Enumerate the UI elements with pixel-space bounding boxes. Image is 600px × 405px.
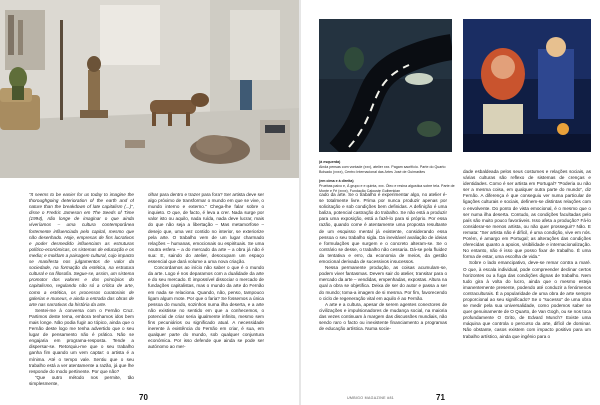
paragraph: “It seems to be easier for us today to imagine the thoroughgoing deterioration of the earth and of nature than the breakdown of late capitalism (...)”, disse o Fredric Jameson em The Seeds of Time (1994), não longe de imaginar o que ainda viveríamos – uma cultura contemporânea fortemente influenciada pelo capital, mesmo que não desenhado. Hoje, empresas de fins lucrativos e poder desmedido influenciam as estruturas político-económicas, os sistemas de educação e os media; e moldam a paisagem cultural, cujo impacto se manifesta nos julgamentos de valor da sociedade, na formação da estética, na estrutura cultural e na filosofia. Segue-se, assim, um sistema promotor dos valores e dos princípios do capitalismo, regulando não só a crítica de arte, como a estética, os processos curatoriais de galerias e museus, e ainda a entrada das obras de arte nas narrativas da história da arte. bbox=[29, 192, 134, 307]
paragraph: Sentei-me à conversa com o Fernão Cruz. Partimos deste tema, embora tenhamos idos bem mais longe. Não podia fugir ao tópico, ainda que o Fernão deste logo me tenha advertido que o seu lugar de pensamento não é prático. Não se engajaria em programa-resposta. Tende a dispersar-se. Retorquiu-me que o seu trabalho ganha fim quando um vem captar: o artista é a mínima. Até o tempo vale. Sentiu que o seu trabalho está a ver atentamente a razão, já que lhe responde do modo pertinente. Por que não? bbox=[29, 307, 134, 374]
body-column-1 bbox=[29, 192, 134, 392]
paragraph: dade esbaldeada pelos seus costumes e relações sociais, as várias culturas são reflexo de sistemas de crenças e identidades. Como é ser artista em Portugal? “Poderia ou não ser a mesma coisa, em qualquer outra parte do mundo”, diz Fernão. A diferença é que conseguiu ver numa particular de ligações culturais e sociais, definem-se distintas relações com o envolvente. Do ponto de vista emocional, é o mesmo que o ser numa ilha deserta. Contudo, as condições facultadas pelo país são muito pouco favoráveis. Isso afeta a produção? Fá-lo considerar-se menos artista, ou não quer prosseguir? Não. E remata: “Ser artista não é difícil, é uma condição, vive em nós. Porém, é amargo em Portugal; as alterações das condições oferecidas quanto a apoios, visibilidade e internacionalização. No entanto, não é isso que posso fixar de trabalho. É uma forma de estar, uma escolha de vida.” bbox=[463, 169, 591, 260]
paragraph: A arte e a cultura, apesar de serem agentes conectores de civilizações e impulsionadores de mudança social, na maioria das vezes continuam à margem das discussões mundiais, não sendo raro o facto ou inexistente financiamento a programas de educação artística. Numa socie- bbox=[319, 301, 447, 332]
night-road-painting bbox=[319, 19, 452, 152]
paragraph: olhar para dentro e trazer para fora? Ser artista deve ser algo próximo de transformar o mundo em que se vive, o mundo interno e externo.” Chega-lhe falar sobre o inquieto. O que, de facto, é leva a crer. Nada surge por valor isto ou aquilo, nada ruída, nada deve lucrar, mais do que não seja a libertação – Mas metamorfose – desejo que, uma vez contido no interior, se exteriorize pela arte. O trabalho vem de um lugar charmado relações – humanas, emocionais ou espirituais. Se uma noutra esfera – a do mercado da arte – a obra já não é sua: E, saindo do atelier, desocupam um espaço essencial que dará volume a uma nova criação. bbox=[148, 192, 264, 265]
caption-line: (em cima e à direita) bbox=[319, 178, 354, 183]
paragraph: cado da arte. Se o trabalho é experimentar algo, no atelier é-se totalmente livre. Prima por nunca produzir apenas por solicitação e sob condições bem definidas. A definição é uma baliza, potencial castração do trabalho. Se não está a produzir para uma exposição, está a fazê-lo para si próprio. Por essa razão, quando come é atentamente uma proposta resultante de um esquisso mental já existente, considerando essa pessoa o seu trabalho sigla. Da inevitável avaliação de ideias e formulações que surgem e o concreto alteram-se. Se o contrário se desse, o trabalho não cessaria. Dá-se pela fluidez da tentativa e erro, da economia de meios, da gestão emocional derivada de sucessivos insucessos. bbox=[319, 192, 447, 265]
studio-installation-photo bbox=[0, 0, 300, 178]
caption-line: Pruebas paixo e, À grupo e e quinta, xxx. Óleo e resina algustica sobre tela. Parte de Monte e Fé (xxxx), Fundação Calouste Gulbenkian bbox=[319, 183, 455, 194]
blue-figure-painting bbox=[463, 19, 591, 152]
caption-line: Ainda pensas com vontade (xxx), atelier xxx. Pagam sacrifício. Parte do Quarto Bolsado (xxxx), Centro Internacional das Artes José de Guimarães bbox=[319, 165, 446, 175]
caption-line: (à esquerda) bbox=[319, 160, 341, 164]
magazine-name: UMBIGO MAGAZINE #81 bbox=[347, 396, 395, 400]
body-column-3 bbox=[319, 192, 447, 392]
paragraph: Concordamos ao início não saber o que é o mundo da arte. Logo é nos deparamos com a dualidade da arte e do seu mercado. É impossível dissociar o mercado de fundações capitalistas, mas o mundo da arte do Fernão em nada se relaciona. Quando, não, penso, tampouco ligam algum mote. Por que o faria? Se fossemos a única pessoa do mundo, sozinhos numa ilha deserta, e a arte não existisse no sentido em que a conhecemos, o potencial de criar seria igualmente infinito, mesmo sem fins pecuniários ou significado atual. A necessidade inerente à existência do Fernão em criar, é sua, em qualquer parte do mundo, sob qualquer conjuntura económica. Por isso defende que ainda se pode ser autónomo ao mer- bbox=[148, 265, 264, 350]
figure-painting-graphic bbox=[463, 19, 591, 152]
body-column-2 bbox=[148, 192, 264, 392]
studio-photo-graphic bbox=[0, 0, 300, 178]
paragraph: Sobre o lado emancipativo, deve-se remar contra a maré. O que, à escala individual, pode compreender declinar certos horizontes ou a fuga das condições dignas de trabalho. Nem tudo gira à volta do lucro, ainda que o mesmo esteja imanentemente presente, podendo até conduzir a fenómenos contraculturais. É a popularidade de uma obra de arte sempre proporcional ao seu significado? Se o “sucesso” de uma obra se medir pela sua universalidade, como podemos saber se quer genuinamente de O Quarto, de Van Gogh, ou se nos toca profundamente O Grito, de Edvard Munch? Existe uma máquina que controla o percurso da arte, difícil de dominar. Não obstante, casos existem com impacto positivo para um trabalho artístico, ainda que ingênio para o bbox=[463, 260, 591, 339]
body-column-4 bbox=[463, 169, 591, 392]
paragraph: “Que outro método nos permite, tão simplesmente, bbox=[29, 374, 134, 386]
road-painting-graphic bbox=[319, 19, 452, 152]
page-number-left: 70 bbox=[139, 393, 148, 402]
paragraph: Nessa permanente produção, as coisas acumulam-se, podem viver fantasmas. Devem sair do atelier, transitar para o mercado da arte – vendidas, empenhadas, expostas. Altura na qual a obra se objetifica. Deixa de ser do autor e passa a ser do mundo; toma-a imagem de si mesma. Por fim, favorecendo o ciclo de regeneração vital em aquilo é ao Fernão. bbox=[319, 265, 447, 301]
page-number-right: 71 bbox=[436, 393, 445, 402]
image-caption bbox=[319, 160, 455, 194]
page-gutter bbox=[299, 0, 301, 405]
